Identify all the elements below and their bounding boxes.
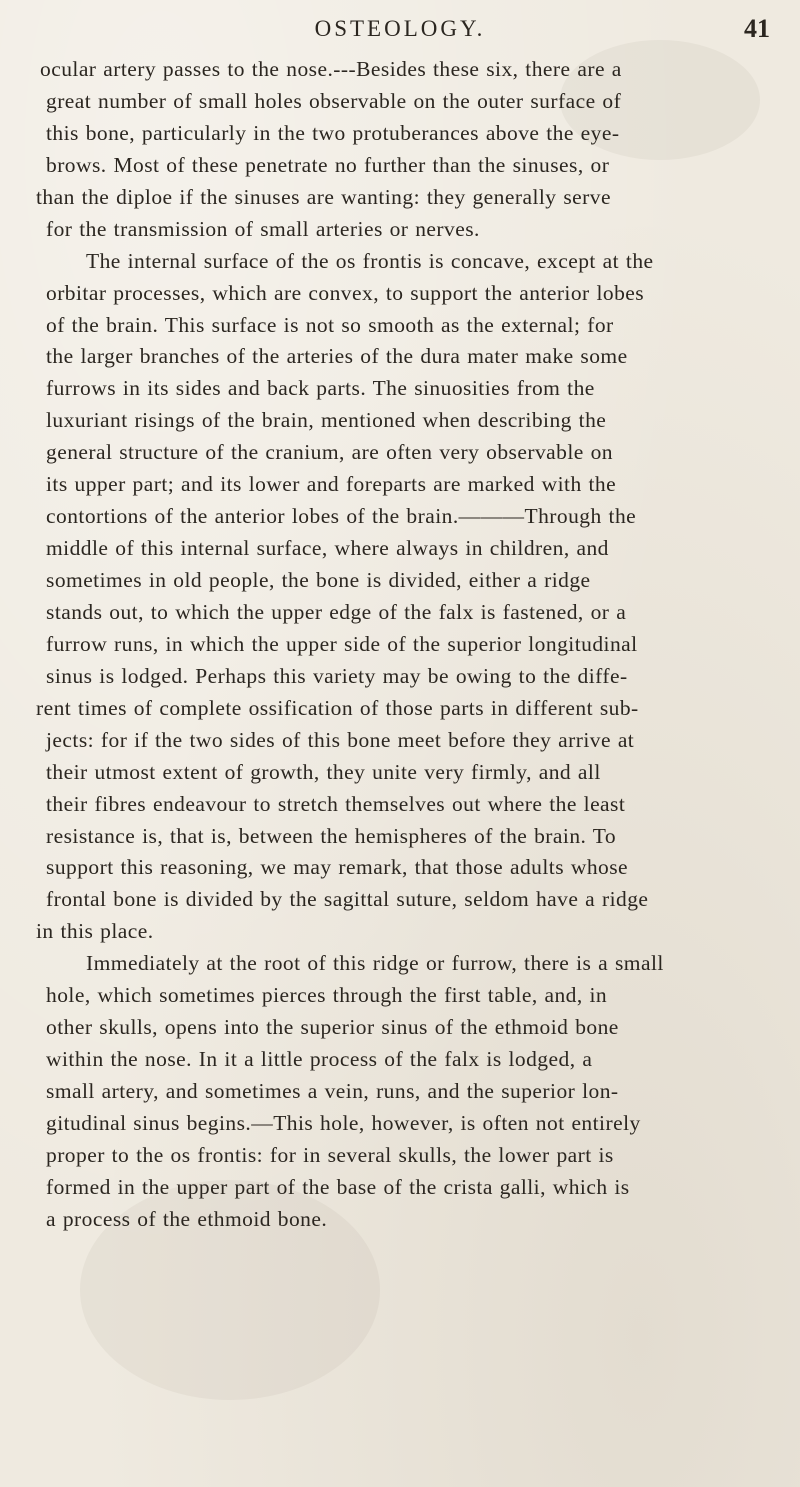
text-line: of the brain. This surface is not so smooth as the external; for — [46, 312, 614, 337]
text-line: contortions of the anterior lobes of the brain.———Through the — [46, 504, 637, 529]
text-line: their utmost extent of growth, they unite very firmly, and all — [46, 759, 601, 784]
text-line: furrow runs, in which the upper side of the superior longitudinal — [46, 631, 638, 656]
text-line: formed in the upper part of the base of the crista galli, which is — [46, 1174, 630, 1199]
text-line: this bone, particularly in the two protuberances above the eye- — [46, 120, 620, 145]
page-number: 41 — [744, 14, 770, 43]
text-line: luxuriant risings of the brain, mentioned when describing the — [46, 408, 607, 433]
text-line: support this reasoning, we may remark, that those adults whose — [46, 855, 629, 880]
text-line: middle of this internal surface, where always in children, and — [46, 536, 609, 561]
text-line: The internal surface of the os frontis is concave, except at the — [86, 248, 654, 273]
text-line: orbitar processes, which are convex, to support the anterior lobes — [46, 280, 645, 305]
text-line: than the diploe if the sinuses are wanting: they generally serve — [36, 184, 611, 209]
text-line: sinus is lodged. Perhaps this variety may be owing to the diffe- — [46, 663, 628, 688]
text-line: hole, which sometimes pierces through the first table, and, in — [46, 983, 608, 1008]
text-line: rent times of complete ossification of those parts in different sub- — [36, 695, 639, 720]
text-line: frontal bone is divided by the sagittal suture, seldom have a ridge — [46, 887, 649, 912]
page-header — [0, 8, 800, 52]
text-line: stands out, to which the upper edge of the falx is fastened, or a — [46, 599, 627, 624]
text-line: small artery, and sometimes a vein, runs, and the superior lon- — [46, 1079, 619, 1103]
text-line: resistance is, that is, between the hemispheres of the brain. To — [46, 823, 617, 848]
text-line: in this place. — [36, 919, 154, 944]
text-line: ocular artery passes to the nose.---Besides these six, there are a — [40, 57, 622, 81]
text-line: a process of the ethmoid bone. — [46, 1206, 328, 1231]
text-line: its upper part; and its lower and foreparts are marked with the — [46, 472, 617, 497]
text-line: proper to the os frontis: for in several skulls, the lower part is — [46, 1142, 614, 1167]
running-head: OSTEOLOGY. — [314, 16, 486, 41]
text-line: jects: for if the two sides of this bone meet before they arrive at — [46, 727, 635, 752]
text-line: other skulls, opens into the superior sinus of the ethmoid bone — [46, 1015, 619, 1040]
text-line: for the transmission of small arteries or nerves. — [46, 216, 480, 241]
text-line: sometimes in old people, the bone is divided, either a ridge — [46, 568, 591, 592]
text-line: the larger branches of the arteries of the dura mater make some — [46, 344, 628, 369]
text-line: brows. Most of these penetrate no further than the sinuses, or — [46, 152, 610, 177]
body-text — [36, 54, 796, 1236]
text-line: within the nose. In it a little process of the falx is lodged, a — [46, 1047, 593, 1072]
text-line: Immediately at the root of this ridge or furrow, there is a small — [86, 951, 664, 976]
text-line: general structure of the cranium, are often very observable on — [46, 440, 613, 465]
text-line: gitudinal sinus begins.—This hole, however, is often not entirely — [46, 1110, 641, 1135]
text-line: great number of small holes observable on the outer surface of — [46, 88, 622, 113]
text-line: their fibres endeavour to stretch themselves out where the least — [46, 791, 626, 816]
text-line: furrows in its sides and back parts. The sinuosities from the — [46, 376, 595, 401]
